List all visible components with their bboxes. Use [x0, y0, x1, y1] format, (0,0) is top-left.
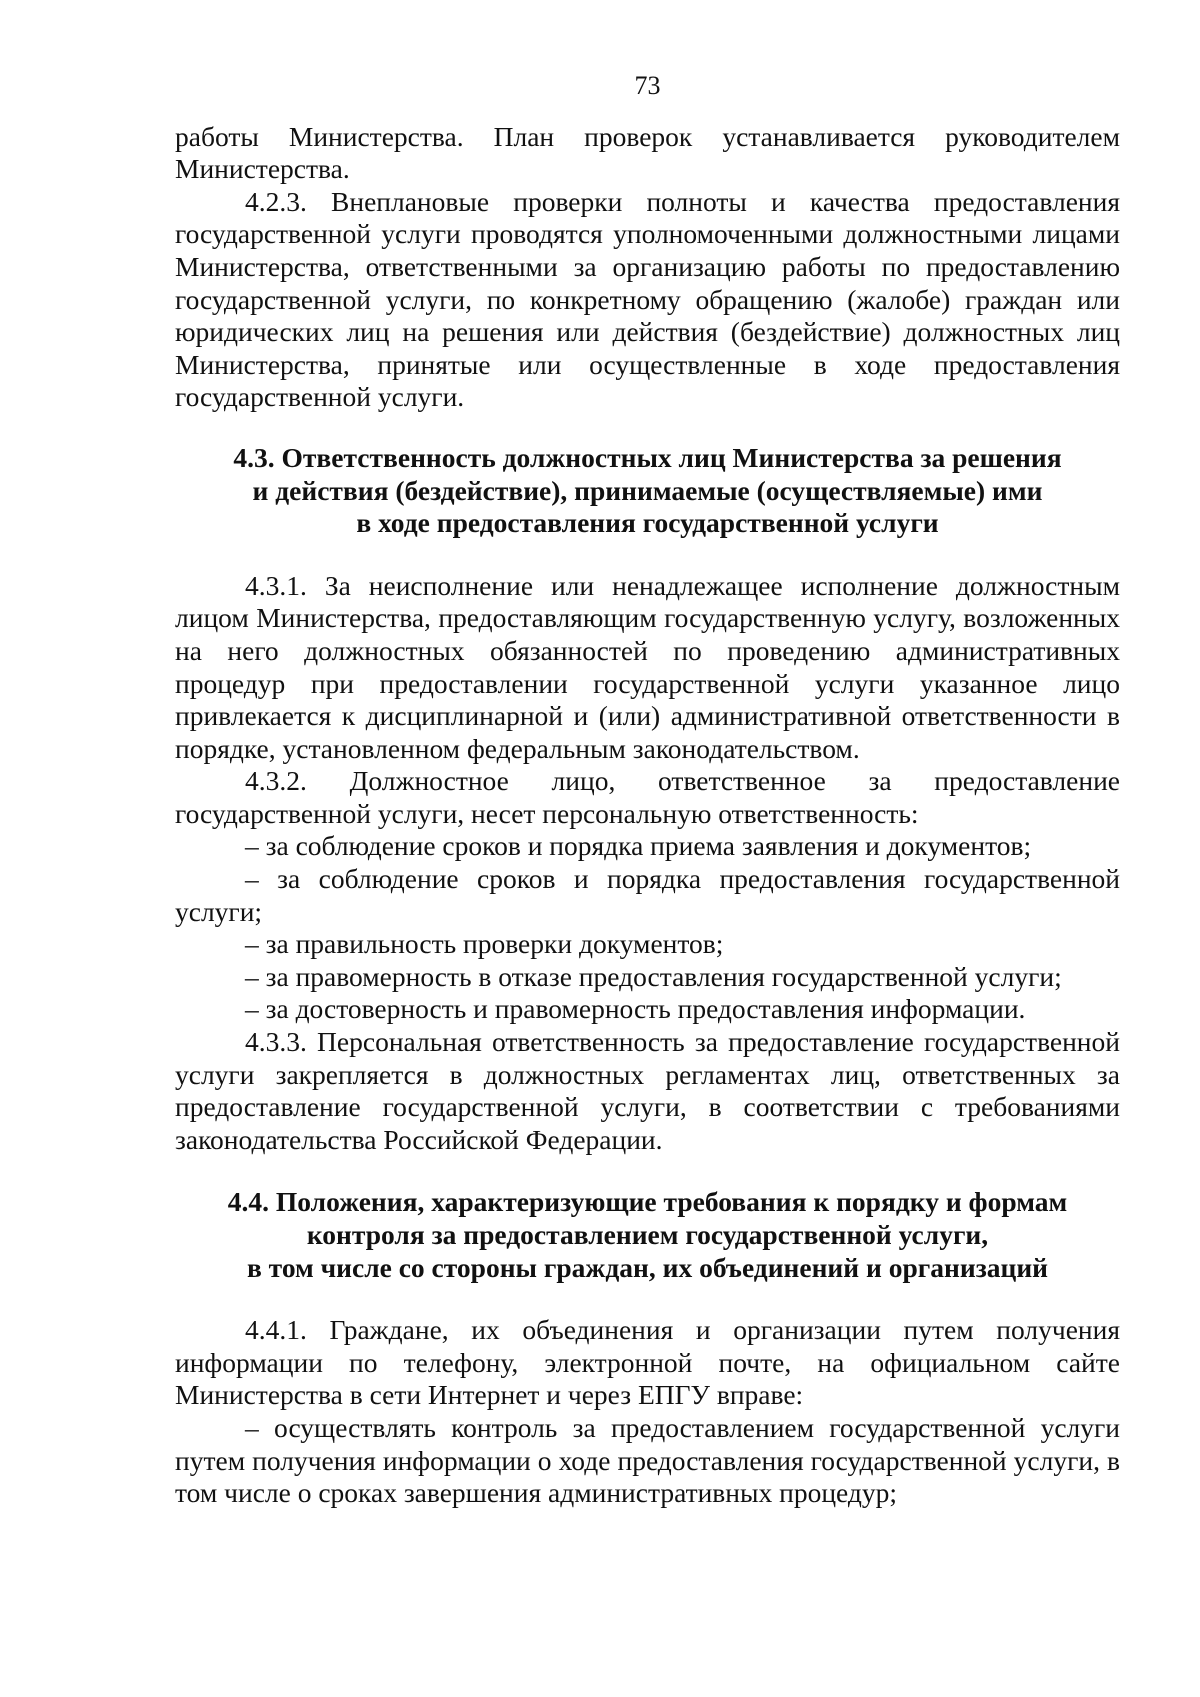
- list-item: – за правомерность в отказе предоставления государственной услуги;: [245, 960, 1062, 992]
- document-page: [175, 70, 1120, 1510]
- paragraph-4-2-3: 4.2.3. Внеплановые проверки полноты и качества предоставления государственной услуги проводятся уполномоченными должностными лицами Министерства, ответственными за организацию работы по предоставлению государственной услуги, по конкретному обращению (жалобе) граждан или юридических лиц на решения или действия (бездействие) должностных лиц Министерства, принятые или осуществленные в ходе предоставления государственной услуги.: [175, 185, 1120, 413]
- list-item: – за достоверность и правомерность предоставления информации.: [245, 993, 1026, 1025]
- paragraph-4-3-1: 4.3.1. За неисполнение или ненадлежащее исполнение должностным лицом Министерства, предоставляющим государственную услугу, возложенных на него должностных обязанностей по проведению административных процедур при предоставлении государственной услуги указанное лицо привлекается к дисциплинарной и (или) административной ответственности в порядке, установленном федеральным законодательством.: [175, 569, 1120, 764]
- list-item: – осуществлять контроль за предоставлением государственной услуги путем получения информации о ходе предоставления государственной услуги, в том числе о сроках завершения административных процедур;: [175, 1411, 1120, 1509]
- paragraph-4-3-2: 4.3.2. Должностное лицо, ответственное за предоставление государственной услуги, несет персональную ответственность:: [175, 765, 1120, 829]
- list-item: – за соблюдение сроков и порядка приема заявления и документов;: [245, 830, 1032, 862]
- page-number: 73: [634, 71, 661, 100]
- section-heading-4-3: [175, 442, 1120, 540]
- heading-line: в том числе со стороны граждан, их объединений и организаций: [246, 1251, 1049, 1283]
- section-heading-4-4: [175, 1186, 1120, 1284]
- heading-line: в ходе предоставления государственной услуги: [356, 507, 939, 539]
- paragraph-continuation: работы Министерства. План проверок устанавливается руководителем Министерства.: [175, 120, 1120, 185]
- list-item: – за правильность проверки документов;: [245, 928, 724, 960]
- heading-line: 4.3. Ответственность должностных лиц Министерства за решения: [233, 441, 1062, 473]
- heading-line: и действия (бездействие), принимаемые (осуществляемые) ими: [252, 474, 1043, 506]
- heading-line: контроля за предоставлением государственной услуги,: [306, 1219, 989, 1250]
- list-item: – за соблюдение сроков и порядка предоставления государственной услуги;: [175, 863, 1120, 927]
- paragraph-4-3-3: 4.3.3. Персональная ответственность за предоставление государственной услуги закрепляется в должностных регламентах лиц, ответственных за предоставление государственной услуги, в соответствии с требованиями законодательства Российской Федерации.: [175, 1026, 1120, 1155]
- paragraph-4-4-1: 4.4.1. Граждане, их объединения и организации путем получения информации по телефону, электронной почте, на официальном сайте Министерства в сети Интернет и через ЕПГУ вправе:: [175, 1314, 1120, 1411]
- heading-line: 4.4. Положения, характеризующие требования к порядку и формам: [227, 1186, 1068, 1218]
